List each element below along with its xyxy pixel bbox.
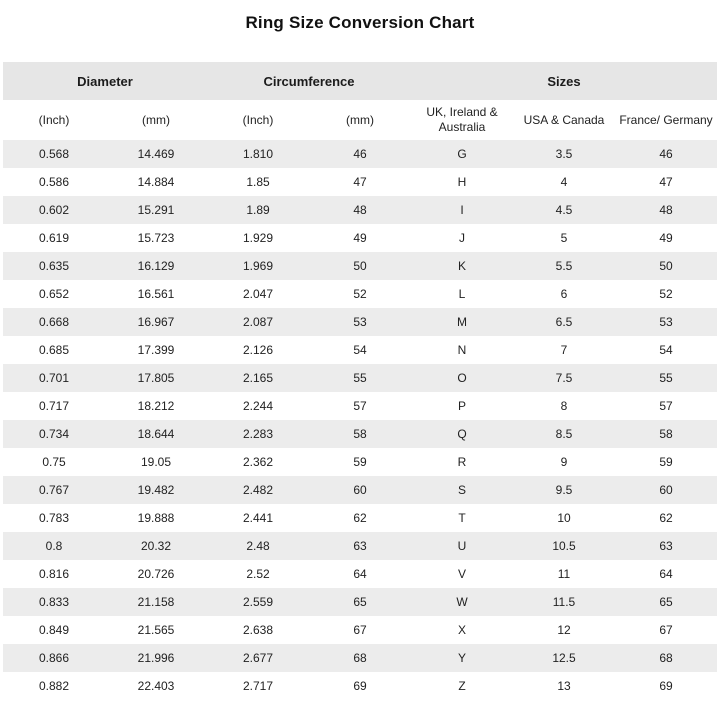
- table-cell: 58: [309, 420, 411, 448]
- table-cell: 48: [615, 196, 717, 224]
- table-cell: 54: [615, 336, 717, 364]
- table-cell: 67: [309, 616, 411, 644]
- table-cell: 54: [309, 336, 411, 364]
- table-row: [3, 224, 717, 252]
- table-header: [3, 62, 717, 140]
- table-cell: 60: [615, 476, 717, 504]
- table-cell: 57: [615, 392, 717, 420]
- table-cell: 20.32: [105, 532, 207, 560]
- table-cell: 6: [513, 280, 615, 308]
- table-cell: 9: [513, 448, 615, 476]
- table-row: [3, 196, 717, 224]
- table-cell: 2.126: [207, 336, 309, 364]
- table-cell: 10.5: [513, 532, 615, 560]
- table-cell: 62: [309, 504, 411, 532]
- table-cell: 52: [309, 280, 411, 308]
- table-cell: 2.52: [207, 560, 309, 588]
- table-cell: 1.89: [207, 196, 309, 224]
- table-cell: 65: [615, 588, 717, 616]
- table-cell: 59: [615, 448, 717, 476]
- table-cell: 8.5: [513, 420, 615, 448]
- table-cell: 0.619: [3, 224, 105, 252]
- table-cell: 57: [309, 392, 411, 420]
- table-cell: 9.5: [513, 476, 615, 504]
- table-cell: 17.805: [105, 364, 207, 392]
- table-cell: 64: [615, 560, 717, 588]
- table-cell: 19.888: [105, 504, 207, 532]
- table-row: [3, 308, 717, 336]
- table-cell: G: [411, 140, 513, 168]
- table-cell: 58: [615, 420, 717, 448]
- table-cell: 0.668: [3, 308, 105, 336]
- table-cell: 59: [309, 448, 411, 476]
- table-cell: 0.767: [3, 476, 105, 504]
- column-header-uk-ireland-australia: UK, Ireland & Australia: [411, 100, 513, 140]
- table-row: [3, 560, 717, 588]
- column-header-usa-canada: USA & Canada: [513, 100, 615, 140]
- table-cell: 55: [309, 364, 411, 392]
- table-cell: 18.212: [105, 392, 207, 420]
- table-cell: 4: [513, 168, 615, 196]
- table-cell: 0.75: [3, 448, 105, 476]
- table-cell: 1.929: [207, 224, 309, 252]
- table-cell: 1.85: [207, 168, 309, 196]
- table-cell: 1.810: [207, 140, 309, 168]
- group-header-sizes: Sizes: [411, 62, 717, 100]
- table-cell: 2.717: [207, 672, 309, 700]
- table-cell: 48: [309, 196, 411, 224]
- table-cell: L: [411, 280, 513, 308]
- table-cell: 0.833: [3, 588, 105, 616]
- table-cell: 68: [309, 644, 411, 672]
- table-row: [3, 644, 717, 672]
- table-cell: 60: [309, 476, 411, 504]
- table-cell: X: [411, 616, 513, 644]
- table-cell: 12.5: [513, 644, 615, 672]
- table-cell: S: [411, 476, 513, 504]
- table-cell: M: [411, 308, 513, 336]
- table-cell: R: [411, 448, 513, 476]
- column-header-diameter-inch: (Inch): [3, 100, 105, 140]
- table-cell: 52: [615, 280, 717, 308]
- table-cell: 63: [615, 532, 717, 560]
- column-header-circumference-inch: (Inch): [207, 100, 309, 140]
- table-cell: 0.783: [3, 504, 105, 532]
- table-cell: 50: [615, 252, 717, 280]
- table-cell: 0.568: [3, 140, 105, 168]
- column-header-circumference-mm: (mm): [309, 100, 411, 140]
- table-row: [3, 280, 717, 308]
- table-cell: 0.849: [3, 616, 105, 644]
- table-row: [3, 392, 717, 420]
- table-cell: 0.717: [3, 392, 105, 420]
- table-cell: O: [411, 364, 513, 392]
- table-cell: 0.635: [3, 252, 105, 280]
- column-header-diameter-mm: (mm): [105, 100, 207, 140]
- table-row: [3, 364, 717, 392]
- table-cell: 47: [309, 168, 411, 196]
- table-cell: 21.996: [105, 644, 207, 672]
- table-cell: 15.291: [105, 196, 207, 224]
- table-cell: 50: [309, 252, 411, 280]
- table-cell: N: [411, 336, 513, 364]
- table-cell: 2.441: [207, 504, 309, 532]
- table-cell: 11: [513, 560, 615, 588]
- table-cell: 20.726: [105, 560, 207, 588]
- group-header-circumference: Circumference: [207, 62, 411, 100]
- table-cell: 19.482: [105, 476, 207, 504]
- table-cell: 8: [513, 392, 615, 420]
- table-cell: 7: [513, 336, 615, 364]
- table-cell: J: [411, 224, 513, 252]
- table-cell: 0.586: [3, 168, 105, 196]
- table-cell: 47: [615, 168, 717, 196]
- table-row: [3, 336, 717, 364]
- table-cell: Z: [411, 672, 513, 700]
- table-cell: 0.701: [3, 364, 105, 392]
- table-cell: 0.685: [3, 336, 105, 364]
- table-row: [3, 476, 717, 504]
- table-cell: 69: [309, 672, 411, 700]
- table-cell: 12: [513, 616, 615, 644]
- table-cell: T: [411, 504, 513, 532]
- table-cell: Y: [411, 644, 513, 672]
- table-cell: 0.602: [3, 196, 105, 224]
- table-cell: 2.087: [207, 308, 309, 336]
- table-cell: 0.734: [3, 420, 105, 448]
- table-cell: P: [411, 392, 513, 420]
- table-cell: 1.969: [207, 252, 309, 280]
- table-row: [3, 168, 717, 196]
- table-cell: 46: [309, 140, 411, 168]
- table-cell: 49: [615, 224, 717, 252]
- table-cell: Q: [411, 420, 513, 448]
- table-cell: 7.5: [513, 364, 615, 392]
- table-cell: 55: [615, 364, 717, 392]
- table-row: [3, 616, 717, 644]
- table-row: [3, 532, 717, 560]
- table-cell: 21.565: [105, 616, 207, 644]
- table-cell: 53: [309, 308, 411, 336]
- table-cell: 14.469: [105, 140, 207, 168]
- table-cell: 0.8: [3, 532, 105, 560]
- table-cell: 0.866: [3, 644, 105, 672]
- column-group-row: [3, 62, 717, 100]
- table-cell: 63: [309, 532, 411, 560]
- table-cell: 13: [513, 672, 615, 700]
- table-cell: 0.816: [3, 560, 105, 588]
- group-header-diameter: Diameter: [3, 62, 207, 100]
- table-cell: 15.723: [105, 224, 207, 252]
- table-cell: 19.05: [105, 448, 207, 476]
- table-cell: 14.884: [105, 168, 207, 196]
- table-cell: 0.882: [3, 672, 105, 700]
- table-cell: 69: [615, 672, 717, 700]
- table-cell: 22.403: [105, 672, 207, 700]
- table-cell: 3.5: [513, 140, 615, 168]
- table-cell: 2.638: [207, 616, 309, 644]
- ring-size-conversion-table: [3, 62, 717, 700]
- table-cell: 49: [309, 224, 411, 252]
- table-cell: 2.482: [207, 476, 309, 504]
- table-cell: 2.283: [207, 420, 309, 448]
- table-cell: 4.5: [513, 196, 615, 224]
- table-cell: 16.129: [105, 252, 207, 280]
- table-cell: 2.244: [207, 392, 309, 420]
- column-header-row: [3, 100, 717, 140]
- table-row: [3, 252, 717, 280]
- table-cell: W: [411, 588, 513, 616]
- table-cell: 5.5: [513, 252, 615, 280]
- table-cell: 21.158: [105, 588, 207, 616]
- table-cell: 16.967: [105, 308, 207, 336]
- table-body: [3, 140, 717, 700]
- table-cell: 46: [615, 140, 717, 168]
- table-cell: 0.652: [3, 280, 105, 308]
- table-cell: 2.559: [207, 588, 309, 616]
- table-cell: K: [411, 252, 513, 280]
- table-row: [3, 420, 717, 448]
- table-cell: 11.5: [513, 588, 615, 616]
- table-cell: 17.399: [105, 336, 207, 364]
- table-cell: 18.644: [105, 420, 207, 448]
- table-row: [3, 504, 717, 532]
- table-cell: 2.677: [207, 644, 309, 672]
- table-cell: 64: [309, 560, 411, 588]
- table-cell: 16.561: [105, 280, 207, 308]
- table-cell: 68: [615, 644, 717, 672]
- table-cell: H: [411, 168, 513, 196]
- table-cell: 6.5: [513, 308, 615, 336]
- table-cell: I: [411, 196, 513, 224]
- table-row: [3, 672, 717, 700]
- table-cell: 2.362: [207, 448, 309, 476]
- table-cell: 2.047: [207, 280, 309, 308]
- table-cell: 53: [615, 308, 717, 336]
- table-cell: 5: [513, 224, 615, 252]
- table-cell: 67: [615, 616, 717, 644]
- column-header-france-germany: France/ Germany: [615, 100, 717, 140]
- table-cell: 62: [615, 504, 717, 532]
- table-row: [3, 588, 717, 616]
- table-cell: 2.48: [207, 532, 309, 560]
- table-cell: 10: [513, 504, 615, 532]
- table-row: [3, 448, 717, 476]
- table-cell: 2.165: [207, 364, 309, 392]
- table-cell: 65: [309, 588, 411, 616]
- table-cell: V: [411, 560, 513, 588]
- page-title: Ring Size Conversion Chart: [245, 13, 475, 32]
- table-row: [3, 140, 717, 168]
- table-cell: U: [411, 532, 513, 560]
